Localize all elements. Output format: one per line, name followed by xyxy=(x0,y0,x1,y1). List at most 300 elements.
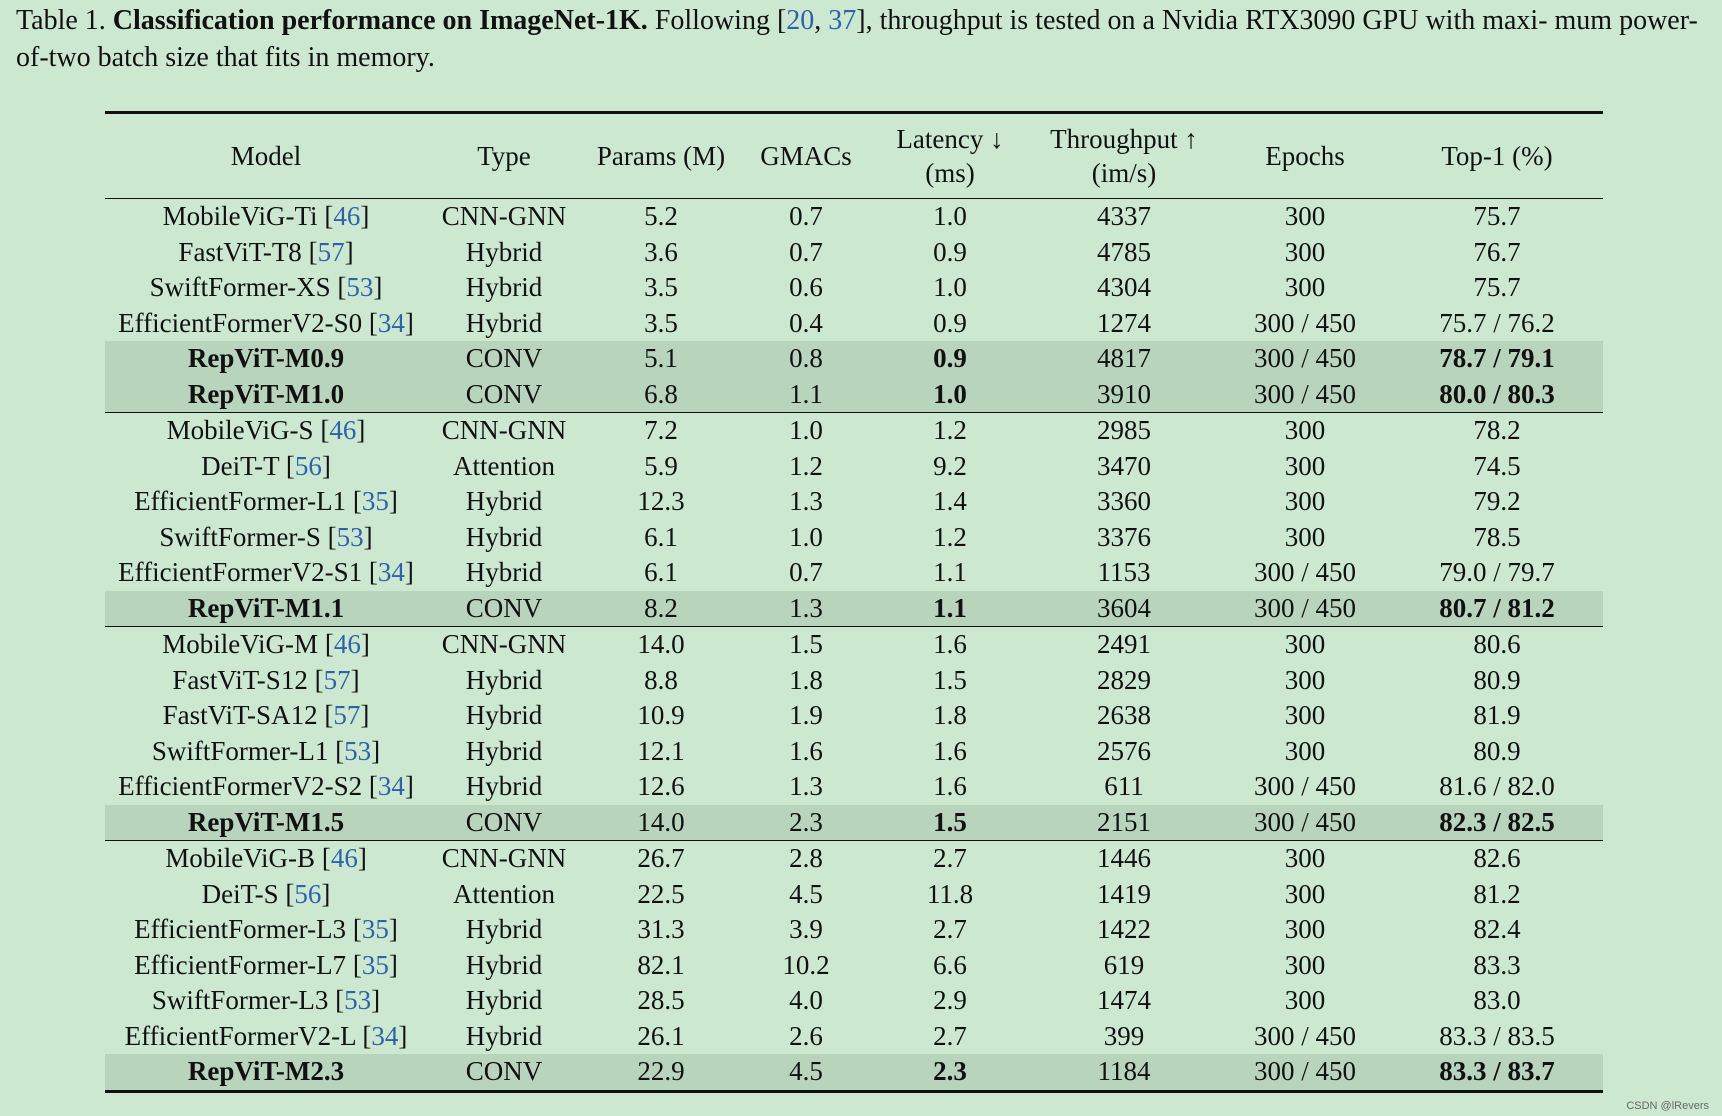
cell-latency: 2.7 xyxy=(933,1020,967,1051)
cell-gmacs: 4.5 xyxy=(789,878,823,909)
cell-gmacs: 1.9 xyxy=(789,700,823,730)
cell-latency: 2.7 xyxy=(933,843,967,873)
cell-gmacs: 10.2 xyxy=(782,949,830,980)
cell-type: CONV xyxy=(427,1054,581,1091)
cell-top1: 82.3 / 82.5 xyxy=(1391,805,1603,841)
cell-gmacs: 1.1 xyxy=(741,377,871,413)
model-name: EfficientFormerV2-S0 xyxy=(118,307,363,338)
cell-gmacs: 0.8 xyxy=(741,341,871,377)
cell-throughput: 2638 xyxy=(1097,700,1151,730)
model-name: MobileViG-M xyxy=(162,629,319,659)
cell-epochs: 300 / 450 xyxy=(1219,1054,1391,1091)
cell-model: MobileViG-B [46] xyxy=(165,843,367,873)
citation-link[interactable]: 35 xyxy=(361,949,389,980)
cell-latency: 11.8 xyxy=(926,878,974,909)
watermark: CSDN @lRevers xyxy=(1626,1100,1709,1112)
table-row xyxy=(105,912,1603,948)
model-name: MobileViG-Ti xyxy=(162,201,318,231)
column-header-unit: (im/s) xyxy=(1091,158,1157,188)
cell-throughput: 2151 xyxy=(1029,805,1219,841)
cell-type: CONV xyxy=(427,377,581,413)
cell-throughput: 3360 xyxy=(1097,486,1151,516)
cell-throughput: 399 xyxy=(1103,1020,1145,1051)
cell-type: CONV xyxy=(427,341,581,377)
cell-model: MobileViG-M [46] xyxy=(162,629,370,659)
cell-model: FastViT-T8 [57] xyxy=(178,236,354,267)
cell-params: 14.0 xyxy=(581,805,741,841)
cell-top1: 83.3 / 83.5 xyxy=(1439,1020,1555,1051)
citation-link[interactable]: 53 xyxy=(344,735,372,766)
citation-link[interactable]: 46 xyxy=(333,629,361,659)
cell-model: SwiftFormer-S [53] xyxy=(159,521,373,552)
model-name: DeiT-S xyxy=(201,878,279,909)
cell-params: 5.9 xyxy=(644,450,678,481)
table-row xyxy=(105,270,1603,306)
column-header xyxy=(1391,113,1603,199)
cell-model: SwiftFormer-XS [53] xyxy=(149,272,383,302)
citation-link[interactable]: 46 xyxy=(330,843,358,873)
cell-params: 12.3 xyxy=(637,486,685,516)
cell-throughput: 4817 xyxy=(1029,341,1219,377)
citation-link[interactable]: 57 xyxy=(317,236,345,267)
cell-type: Hybrid xyxy=(465,1020,543,1051)
column-header-label: GMACs xyxy=(760,141,852,171)
cell-epochs: 300 xyxy=(1284,735,1326,766)
cell-top1: 83.0 xyxy=(1473,985,1521,1015)
cell-params: 12.1 xyxy=(637,735,685,766)
cell-latency: 1.6 xyxy=(933,735,967,766)
cell-throughput: 1419 xyxy=(1097,878,1151,909)
model-name: EfficientFormer-L1 xyxy=(134,486,347,516)
cell-top1: 80.6 xyxy=(1473,629,1521,659)
cell-latency: 6.6 xyxy=(933,949,967,980)
cell-gmacs: 1.2 xyxy=(789,450,823,481)
caption-sep: , xyxy=(814,5,829,36)
cell-type: Hybrid xyxy=(465,557,543,587)
citation-link[interactable]: 34 xyxy=(377,771,405,801)
table-row xyxy=(105,199,1603,235)
cell-top1: 83.3 / 83.7 xyxy=(1391,1054,1603,1091)
cell-params: 22.9 xyxy=(581,1054,741,1091)
cell-params: 8.2 xyxy=(581,591,741,627)
cell-latency: 1.2 xyxy=(933,415,967,445)
cell-type: Hybrid xyxy=(465,949,543,980)
cell-epochs: 300 / 450 xyxy=(1253,307,1356,338)
model-name: MobileViG-B xyxy=(165,843,316,873)
table-body xyxy=(105,199,1603,1092)
header-row xyxy=(105,113,1603,199)
cell-top1: 80.0 / 80.3 xyxy=(1391,377,1603,413)
cell-throughput: 1274 xyxy=(1097,307,1151,338)
cell-model: EfficientFormer-L7 [35] xyxy=(134,949,398,980)
cell-gmacs: 2.6 xyxy=(789,1020,823,1051)
results-table xyxy=(105,111,1603,1093)
cell-epochs: 300 / 450 xyxy=(1253,1020,1356,1051)
cell-epochs: 300 xyxy=(1284,629,1326,659)
cell-params: 10.9 xyxy=(637,700,685,730)
model-name: EfficientFormerV2-L xyxy=(124,1020,356,1051)
cell-gmacs: 2.8 xyxy=(789,843,823,873)
cell-latency: 1.6 xyxy=(933,771,967,801)
cell-model xyxy=(105,377,427,413)
cell-gmacs: 1.5 xyxy=(789,629,823,659)
cell-model: EfficientFormerV2-L [34] xyxy=(124,1020,408,1051)
citation-link[interactable]: 53 xyxy=(344,985,372,1015)
cell-epochs: 300 xyxy=(1284,914,1326,944)
cell-gmacs: 1.6 xyxy=(789,735,823,766)
cell-top1: 82.6 xyxy=(1473,843,1521,873)
caption-text-after: ], throughput is tested on a Nvidia RTX3090 GPU with maxi- mum power-of-two batch size that fits in memory. xyxy=(16,5,1698,73)
cell-top1: 81.2 xyxy=(1473,878,1521,909)
caption-text-before: Following [ xyxy=(654,5,787,36)
cell-params: 14.0 xyxy=(637,629,685,659)
citation-link[interactable]: 53 xyxy=(346,272,374,302)
table-row-highlighted xyxy=(105,1054,1603,1091)
model-name: FastViT-T8 xyxy=(178,236,302,267)
cell-throughput: 3910 xyxy=(1029,377,1219,413)
citation-link[interactable]: 34 xyxy=(377,557,405,587)
table-row xyxy=(105,235,1603,271)
cell-latency: 2.9 xyxy=(933,985,967,1015)
cell-throughput: 1153 xyxy=(1097,557,1151,587)
cell-type: Hybrid xyxy=(465,236,543,267)
cell-gmacs: 1.0 xyxy=(789,415,823,445)
cell-type: Hybrid xyxy=(465,486,543,516)
table-row xyxy=(105,306,1603,342)
model-name: RepViT-M2.3 xyxy=(187,1056,345,1086)
cell-model xyxy=(105,805,427,841)
citation-link[interactable]: 57 xyxy=(333,700,361,730)
table-row-highlighted xyxy=(105,591,1603,627)
column-header-unit: (ms) xyxy=(925,158,975,188)
table-row xyxy=(105,413,1603,449)
citation-link[interactable]: 34 xyxy=(371,1020,399,1051)
cell-gmacs: 0.7 xyxy=(789,201,823,231)
cell-params: 26.7 xyxy=(637,843,685,873)
cell-top1: 80.9 xyxy=(1473,735,1521,766)
cell-latency: 0.9 xyxy=(933,307,967,338)
model-name: RepViT-M1.1 xyxy=(187,592,345,623)
cell-latency: 0.9 xyxy=(871,341,1029,377)
citation-link[interactable]: 35 xyxy=(361,486,389,516)
cell-latency: 1.0 xyxy=(933,201,967,231)
cell-throughput: 2576 xyxy=(1097,735,1151,766)
column-header xyxy=(105,113,427,199)
cell-top1: 80.7 / 81.2 xyxy=(1391,591,1603,627)
cell-model: EfficientFormerV2-S2 [34] xyxy=(118,771,414,801)
cell-throughput: 611 xyxy=(1104,771,1144,801)
cell-params: 5.2 xyxy=(644,201,678,231)
cell-throughput: 2829 xyxy=(1097,664,1151,695)
citation-link[interactable]: 46 xyxy=(333,201,361,231)
cell-type: Hybrid xyxy=(465,272,543,302)
cell-throughput: 2985 xyxy=(1097,415,1151,445)
cell-model: EfficientFormer-L3 [35] xyxy=(134,914,398,944)
cell-top1: 83.3 xyxy=(1473,949,1521,980)
cell-latency: 1.6 xyxy=(933,629,967,659)
cell-epochs: 300 xyxy=(1284,664,1326,695)
results-table-container xyxy=(105,111,1603,1093)
caption-ref-link[interactable]: 37 xyxy=(828,5,857,36)
cell-model: EfficientFormerV2-S0 [34] xyxy=(118,307,414,338)
cell-throughput: 4304 xyxy=(1097,272,1151,302)
cell-gmacs: 2.3 xyxy=(741,805,871,841)
cell-type: CNN-GNN xyxy=(441,629,567,659)
model-name: EfficientFormer-L7 xyxy=(134,949,347,980)
cell-top1: 76.7 xyxy=(1473,236,1521,267)
table-row xyxy=(105,449,1603,485)
cell-params: 3.5 xyxy=(644,307,678,338)
model-name: EfficientFormerV2-S1 xyxy=(118,557,363,587)
cell-top1: 82.4 xyxy=(1473,914,1521,944)
cell-gmacs: 0.6 xyxy=(789,272,823,302)
table-row-highlighted xyxy=(105,377,1603,413)
model-name: MobileViG-S xyxy=(166,415,314,445)
cell-params: 3.6 xyxy=(644,236,678,267)
cell-params: 22.5 xyxy=(637,878,685,909)
table-row-highlighted xyxy=(105,805,1603,841)
cell-gmacs: 0.7 xyxy=(789,236,823,267)
cell-epochs: 300 / 450 xyxy=(1219,341,1391,377)
cell-top1: 78.5 xyxy=(1473,521,1521,552)
cell-params: 6.1 xyxy=(644,557,678,587)
cell-top1: 81.9 xyxy=(1473,700,1521,730)
column-header-label: Latency ↓ xyxy=(896,124,1004,154)
cell-epochs: 300 xyxy=(1284,878,1326,909)
cell-type: CONV xyxy=(427,805,581,841)
model-name: RepViT-M0.9 xyxy=(187,343,345,373)
cell-latency: 1.0 xyxy=(871,377,1029,413)
model-name: SwiftFormer-S xyxy=(159,521,321,552)
cell-gmacs: 4.5 xyxy=(741,1054,871,1091)
table-header xyxy=(105,113,1603,199)
cell-type: Hybrid xyxy=(465,307,543,338)
cell-model: SwiftFormer-L1 [53] xyxy=(151,735,381,766)
column-header-label: Epochs xyxy=(1265,141,1345,171)
cell-latency: 2.3 xyxy=(871,1054,1029,1091)
model-name: EfficientFormer-L3 xyxy=(134,914,347,944)
cell-type: CNN-GNN xyxy=(441,415,567,445)
cell-params: 12.6 xyxy=(637,771,685,801)
cell-epochs: 300 xyxy=(1284,985,1326,1015)
cell-type: CNN-GNN xyxy=(441,843,567,873)
column-header xyxy=(741,113,871,199)
column-header xyxy=(1219,113,1391,199)
cell-epochs: 300 xyxy=(1284,949,1326,980)
cell-throughput: 2491 xyxy=(1097,629,1151,659)
cell-type: CONV xyxy=(427,591,581,627)
column-header-label: Type xyxy=(477,141,531,171)
cell-throughput: 1422 xyxy=(1097,914,1151,944)
cell-epochs: 300 / 450 xyxy=(1219,377,1391,413)
cell-top1: 80.9 xyxy=(1473,664,1521,695)
column-header-label: Top-1 (%) xyxy=(1441,141,1553,171)
cell-type: Hybrid xyxy=(465,985,543,1015)
cell-model: DeiT-S [56] xyxy=(201,878,331,909)
cell-top1: 75.7 / 76.2 xyxy=(1439,307,1555,338)
cell-params: 7.2 xyxy=(644,415,678,445)
cell-throughput: 619 xyxy=(1103,949,1145,980)
citation-link[interactable]: 57 xyxy=(323,664,351,695)
cell-type: Attention xyxy=(453,878,555,909)
caption-label: Table 1. xyxy=(16,5,106,36)
cell-params: 31.3 xyxy=(637,914,685,944)
cell-model: MobileViG-Ti [46] xyxy=(162,201,370,231)
cell-gmacs: 1.3 xyxy=(789,771,823,801)
cell-gmacs: 0.4 xyxy=(789,307,823,338)
model-name: SwiftFormer-L3 xyxy=(151,985,329,1015)
table-row xyxy=(105,484,1603,520)
cell-gmacs: 0.7 xyxy=(789,557,823,587)
model-name: EfficientFormerV2-S2 xyxy=(118,771,363,801)
model-name: SwiftFormer-XS xyxy=(149,272,331,302)
cell-model: DeiT-T [56] xyxy=(201,450,331,481)
model-name: FastViT-SA12 xyxy=(162,700,318,730)
cell-epochs: 300 / 450 xyxy=(1219,805,1391,841)
cell-type: Hybrid xyxy=(465,914,543,944)
cell-top1: 79.0 / 79.7 xyxy=(1439,557,1555,587)
table-row xyxy=(105,841,1603,877)
cell-throughput: 3470 xyxy=(1097,450,1151,481)
cell-top1: 79.2 xyxy=(1473,486,1521,516)
cell-epochs: 300 xyxy=(1284,450,1326,481)
cell-model: SwiftFormer-L3 [53] xyxy=(151,985,381,1015)
model-name: RepViT-M1.0 xyxy=(187,378,345,409)
cell-model: FastViT-SA12 [57] xyxy=(162,700,370,730)
cell-throughput: 3604 xyxy=(1029,591,1219,627)
cell-params: 5.1 xyxy=(581,341,741,377)
column-header-label: Throughput ↑ xyxy=(1050,124,1198,154)
citation-link[interactable]: 35 xyxy=(361,914,389,944)
cell-latency: 9.2 xyxy=(933,450,967,481)
cell-top1: 78.2 xyxy=(1473,415,1521,445)
cell-epochs: 300 xyxy=(1284,521,1326,552)
table-row xyxy=(105,983,1603,1019)
cell-epochs: 300 xyxy=(1284,415,1326,445)
cell-epochs: 300 xyxy=(1284,236,1326,267)
cell-params: 8.8 xyxy=(644,664,678,695)
cell-model xyxy=(105,591,427,627)
citation-link[interactable]: 56 xyxy=(294,878,322,909)
citation-link[interactable]: 56 xyxy=(294,450,322,481)
cell-epochs: 300 / 450 xyxy=(1253,771,1356,801)
model-name: DeiT-T xyxy=(201,450,280,481)
cell-type: Attention xyxy=(453,450,555,481)
cell-throughput: 1184 xyxy=(1029,1054,1219,1091)
cell-type: CNN-GNN xyxy=(441,201,567,231)
model-name: RepViT-M1.5 xyxy=(187,806,345,837)
cell-latency: 1.0 xyxy=(933,272,967,302)
cell-params: 6.8 xyxy=(581,377,741,413)
model-name: FastViT-S12 xyxy=(172,664,308,695)
citation-link[interactable]: 53 xyxy=(336,521,364,552)
table-row xyxy=(105,520,1603,556)
cell-top1: 74.5 xyxy=(1473,450,1521,481)
caption-title: Classification performance on ImageNet-1K. xyxy=(112,5,648,36)
cell-type: Hybrid xyxy=(465,735,543,766)
table-row xyxy=(105,1019,1603,1055)
cell-top1: 75.7 xyxy=(1473,201,1521,231)
cell-type: Hybrid xyxy=(465,771,543,801)
table-row xyxy=(105,555,1603,591)
table-row xyxy=(105,698,1603,734)
cell-model: EfficientFormer-L1 [35] xyxy=(134,486,398,516)
citation-link[interactable]: 34 xyxy=(377,307,405,338)
cell-latency: 2.7 xyxy=(933,914,967,944)
cell-epochs: 300 / 450 xyxy=(1253,557,1356,587)
cell-throughput: 3376 xyxy=(1097,521,1151,552)
caption-ref-link[interactable]: 20 xyxy=(786,5,815,36)
column-header-label: Model xyxy=(230,141,302,171)
cell-gmacs: 3.9 xyxy=(789,914,823,944)
cell-gmacs: 1.8 xyxy=(789,664,823,695)
cell-top1: 78.7 / 79.1 xyxy=(1391,341,1603,377)
cell-params: 3.5 xyxy=(644,272,678,302)
table-row xyxy=(105,663,1603,699)
cell-latency: 1.1 xyxy=(933,557,967,587)
cell-type: Hybrid xyxy=(465,664,543,695)
cell-gmacs: 1.3 xyxy=(741,591,871,627)
cell-epochs: 300 xyxy=(1284,272,1326,302)
cell-latency: 1.8 xyxy=(933,700,967,730)
cell-latency: 1.1 xyxy=(871,591,1029,627)
column-header xyxy=(1029,113,1219,199)
cell-epochs: 300 xyxy=(1284,843,1326,873)
cell-params: 82.1 xyxy=(637,949,685,980)
cell-model: MobileViG-S [46] xyxy=(166,415,366,445)
cell-latency: 1.4 xyxy=(933,486,967,516)
cell-gmacs: 1.0 xyxy=(789,521,823,552)
cell-model: EfficientFormerV2-S1 [34] xyxy=(118,557,414,587)
column-header-label: Params (M) xyxy=(596,141,726,171)
table-row-highlighted xyxy=(105,341,1603,377)
column-header xyxy=(427,113,581,199)
table-row xyxy=(105,948,1603,984)
cell-latency: 1.2 xyxy=(933,521,967,552)
cell-gmacs: 4.0 xyxy=(789,985,823,1015)
cell-model xyxy=(105,341,427,377)
cell-epochs: 300 xyxy=(1284,201,1326,231)
cell-throughput: 4785 xyxy=(1097,236,1151,267)
cell-epochs: 300 / 450 xyxy=(1219,591,1391,627)
cell-model: FastViT-S12 [57] xyxy=(172,664,360,695)
cell-params: 6.1 xyxy=(644,521,678,552)
citation-link[interactable]: 46 xyxy=(329,415,357,445)
cell-top1: 81.6 / 82.0 xyxy=(1439,771,1555,801)
cell-epochs: 300 xyxy=(1284,700,1326,730)
table-row xyxy=(105,627,1603,663)
model-name: SwiftFormer-L1 xyxy=(151,735,329,766)
cell-latency: 1.5 xyxy=(933,664,967,695)
cell-gmacs: 1.3 xyxy=(789,486,823,516)
cell-throughput: 1474 xyxy=(1097,985,1151,1015)
cell-latency: 1.5 xyxy=(871,805,1029,841)
cell-params: 26.1 xyxy=(637,1020,685,1051)
cell-throughput: 4337 xyxy=(1097,201,1151,231)
table-row xyxy=(105,734,1603,770)
cell-latency: 0.9 xyxy=(933,236,967,267)
column-header xyxy=(581,113,741,199)
cell-type: Hybrid xyxy=(465,521,543,552)
table-caption xyxy=(16,2,1706,76)
cell-throughput: 1446 xyxy=(1097,843,1151,873)
cell-epochs: 300 xyxy=(1284,486,1326,516)
table-row xyxy=(105,769,1603,805)
table-row xyxy=(105,877,1603,913)
column-header xyxy=(871,113,1029,199)
cell-params: 28.5 xyxy=(637,985,685,1015)
cell-model xyxy=(105,1054,427,1091)
